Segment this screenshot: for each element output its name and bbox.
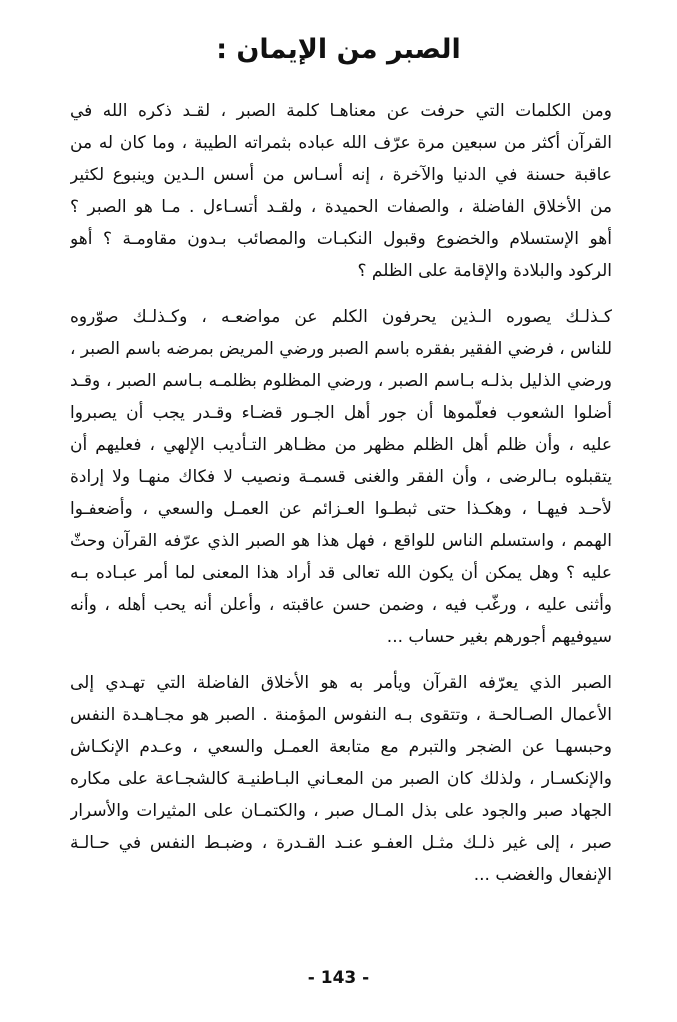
text-line: سيوفيهم أجورهم بغير حساب ... [386,627,612,647]
text-line: القرآن أكثر من سبعين مرة عرّف الله عباده بثمراته الطيبة ، وما كان له من [70,133,612,153]
text-line: عليه ؟ وهل يمكن أن يكون الله تعالى قد أراد هذا المعنى لما أمر عبـاده بـه [70,563,612,583]
text-line: الركود والبلادة والإقامة على الظلم ؟ [357,261,612,281]
page-body [70,95,612,905]
text-line: والإنكسـار ، ولذلك كان الصبر من المعـاني البـاطنيـة كالشجـاعة على مكاره [70,769,612,789]
text-line: عاقبة حسنة في الدنيا والآخرة ، إنه أسـاس من أسس الـدين وينبوع لكثير [70,165,612,185]
text-line: يتقبلوه بـالرضى ، وأن الفقر والغنى قسمـة ونصيب لا فكاك منهـا ولا إرادة [70,467,612,487]
text-line: ورضي الذليل بذلـه بـاسم الصبر ، ورضي المظلوم بظلمـه بـاسم الصبر ، وقـد [70,371,612,391]
text-line: الهمم ، واستسلم الناس للواقع ، فهل هذا هو الصبر الذي عرّفه القرآن وحثّ [70,531,612,551]
text-line: الأعمال الصـالحـة ، وتتقوى بـه النفوس المؤمنة . الصبر هو مجـاهـدة النفس [70,705,612,725]
text-line: من الأخلاق الفاضلة ، والصفات الحميدة ، ولقـد أتسـاءل . مـا هو الصبر ؟ [70,197,612,217]
text-line: أضلوا الشعوب فعلّموها أن جور أهل الجـور قضـاء وقـدر يجب أن يصبروا [70,403,612,423]
text-line: الإنفعال والغضب ... [473,865,612,885]
text-line: للناس ، فرضي الفقير بفقره باسم الصبر ورضي المريض بمرضه باسم الصبر ، [70,339,612,359]
paragraph-1 [70,95,612,287]
page-number: - 143 - [307,968,370,988]
text-line: وأثنى عليه ، ورغّب فيه ، وضمن حسن عاقبته ، وأعلن أنه يحب أهله ، وأنه [70,595,612,615]
text-line: الجهاد صبر والجود على بذل المـال صبر ، والكتمـان على المثيرات والأسرار [70,801,612,821]
paragraph-2 [70,301,612,653]
text-line: وحبسهـا عن الضجر والتبرم مع متابعة العمـل والسعي ، وعـدم الإنكـاش [70,737,612,757]
text-line: الصبر الذي يعرّفه القرآن ويأمر به هو الأخلاق الفاضلة التي تهـدي إلى [70,673,612,693]
text-line: عليه ، وأن ظلم أهل الظلم مظهر من مظـاهر التـأديب الإلهي ، فعليهم أن [70,435,612,455]
section-title: الصبر من الإيمان : [216,34,461,65]
text-line: ومن الكلمات التي حرفت عن معناهـا كلمة الصبر ، لقـد ذكره الله في [70,101,612,121]
text-line: أهو الإستسلام والخضوع وقبول النكبـات والمصائب بـدون مقاومـة ؟ أهو [70,229,612,249]
text-line: كـذلـك يصوره الـذين يحرفون الكلم عن مواضعـه ، وكـذلـك صوّروه [70,307,612,327]
text-line: لأحـد فيهـا ، وهكـذا حتى ثبطـوا العـزائم عن العمـل والسعي ، وأضعفـوا [70,499,612,519]
paragraph-3 [70,667,612,891]
text-line: صبر ، إلى غير ذلـك مثـل العفـو عنـد القـدرة ، وضبـط النفس في حـالـة [70,833,612,853]
